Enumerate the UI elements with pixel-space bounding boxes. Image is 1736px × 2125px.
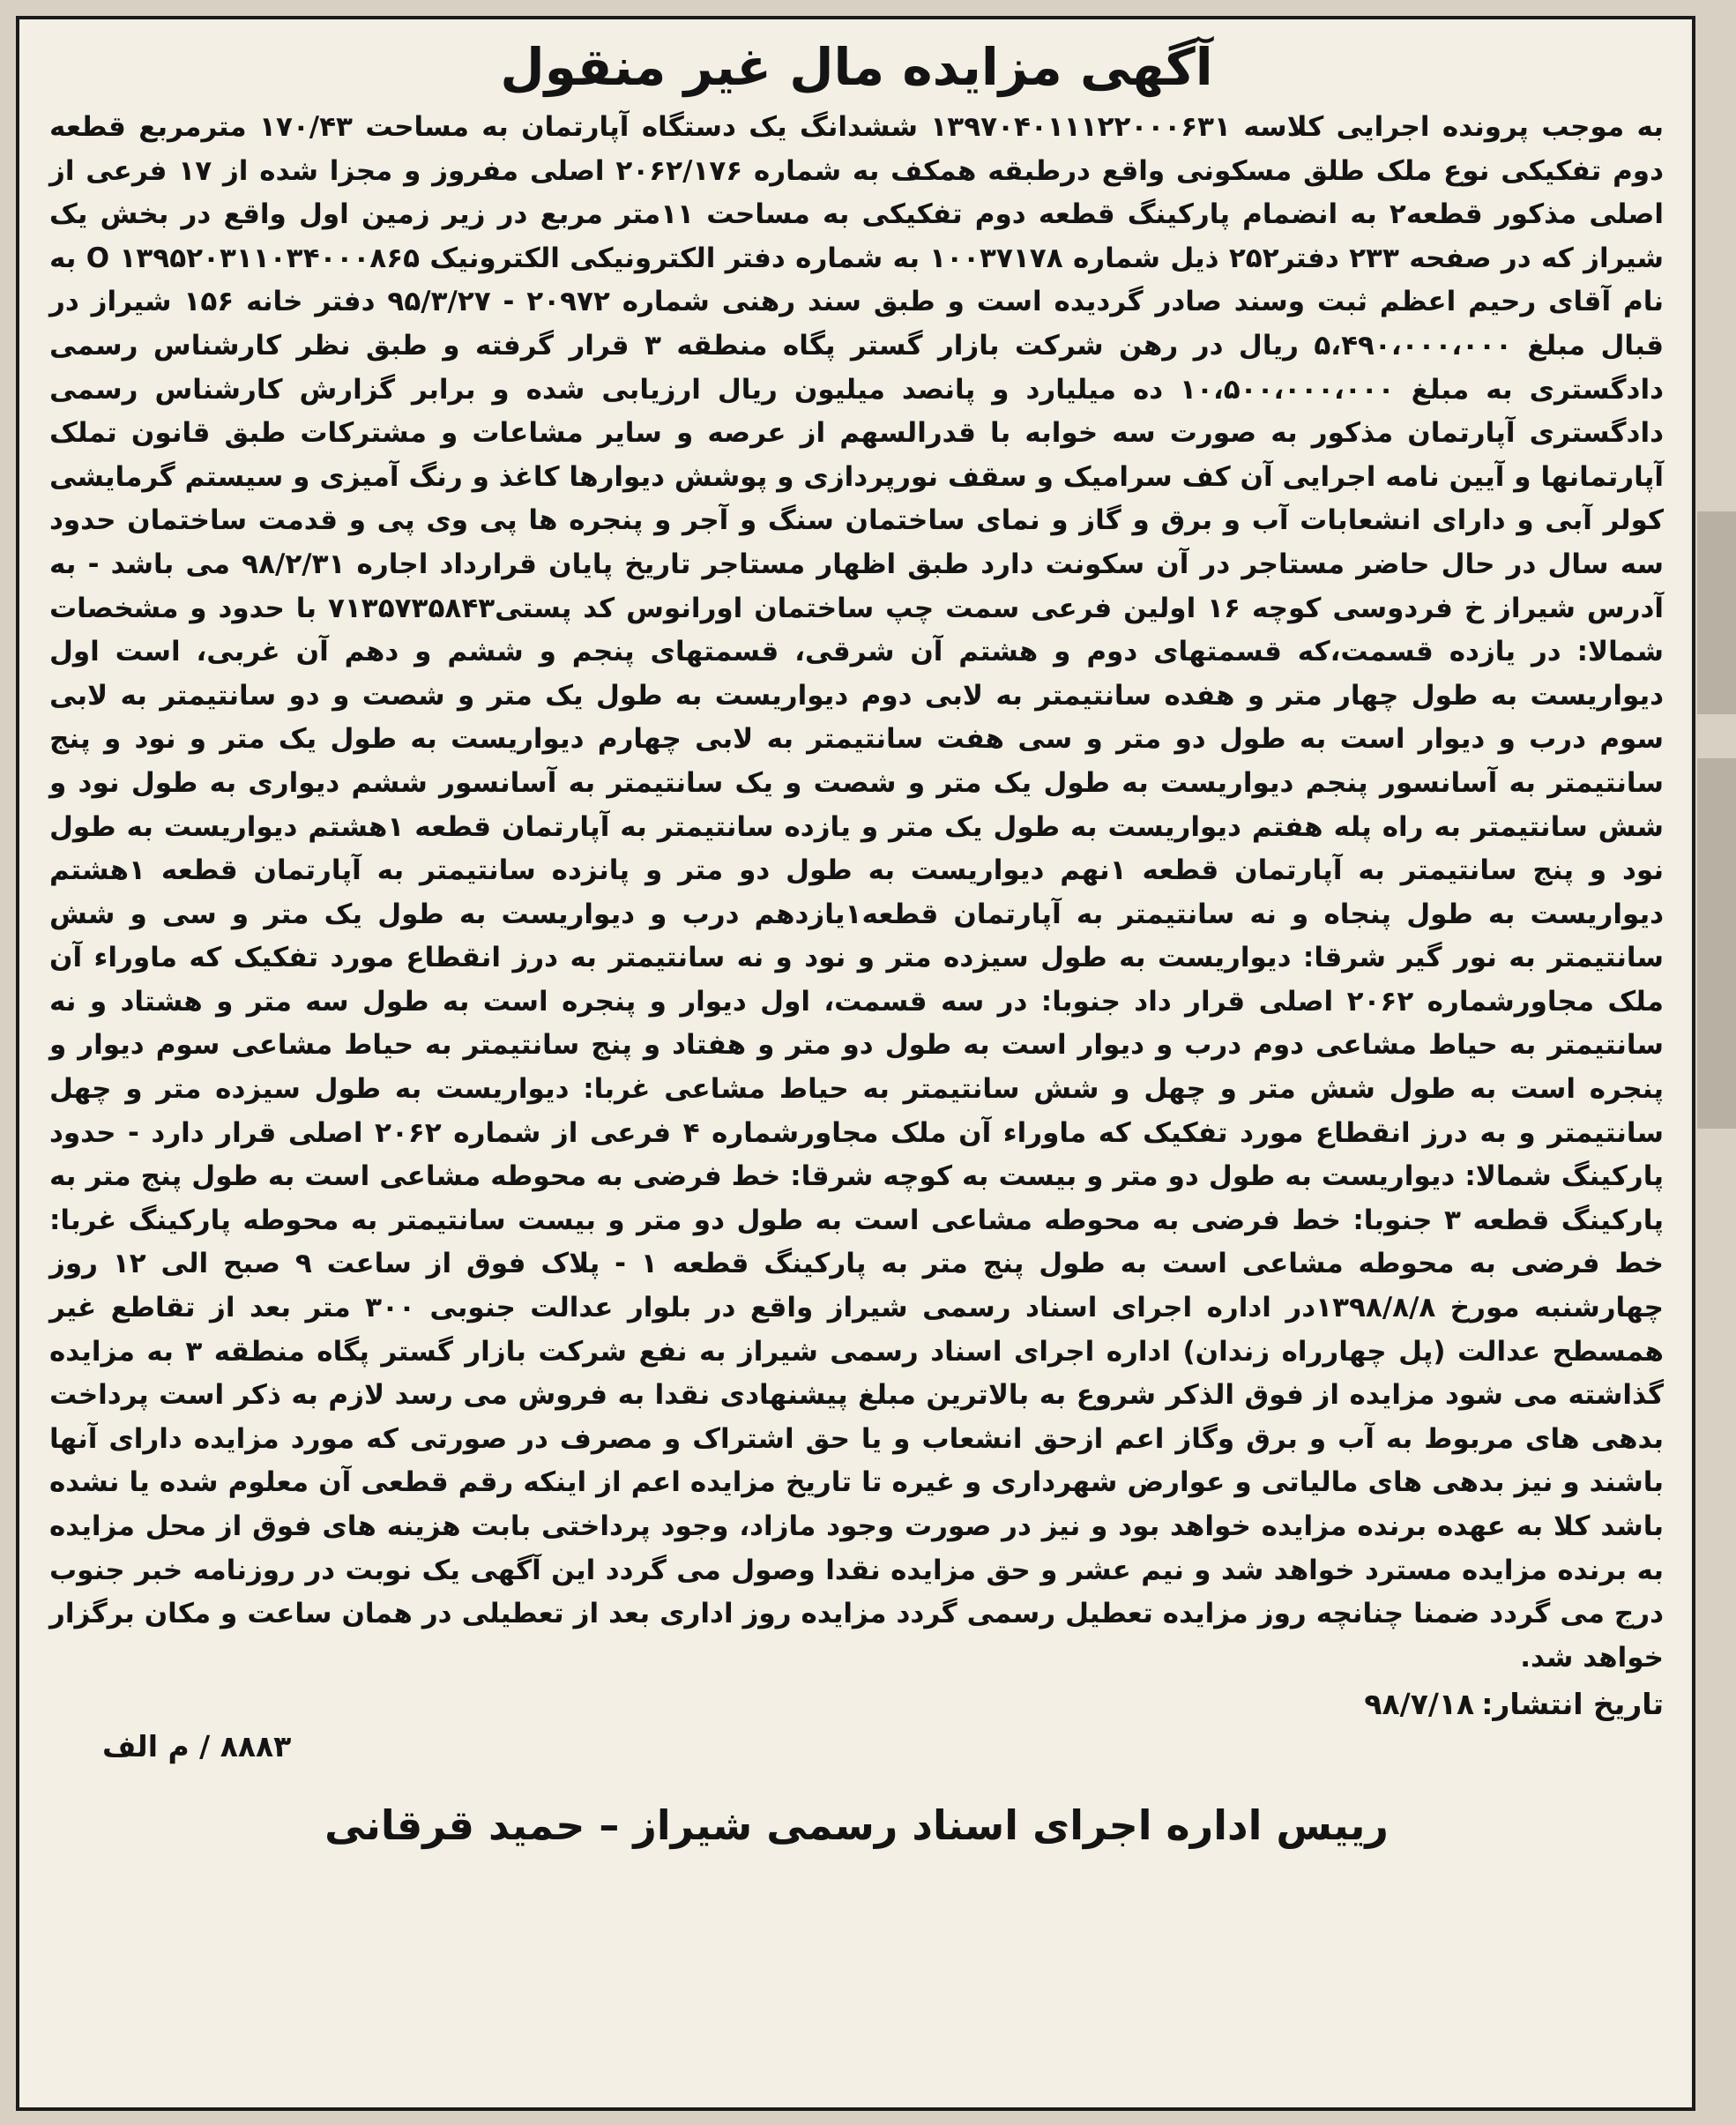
auction-notice [16, 16, 1695, 2111]
notice-body: به موجب پرونده اجرایی کلاسه ۱۳۹۷۰۴۰۱۱۱۲۲۰۰۰۶۳۱ ششدانگ یک دستگاه آپارتمان به مساحت ۱۷۰/۴۳ مترمربع قطعه دوم تفکیکی نوع ملک طلق مسکونی واقع درطبقه همکف به شماره ۲۰۶۲/۱۷۶ اصلی مفروز و مجزا شده از ۱۷ فرعی از اصلی مذکور قطعه۲ به انضمام پارکینگ قطعه دوم تفکیکی به مساحت ۱۱متر مربع در زیر زمین اول واقع در بخش یک شیراز که در صفحه ۲۳۳ دفتر۲۵۲ ذیل شماره ۱۰۰۳۷۱۷۸ به شماره دفتر الکترونیکی الکترونیک ۱۳۹۵۲۰۳۱۱۰۳۴۰۰۰۸۶۵ O به نام آقای رحیم اعظم ثبت وسند صادر گردیده است و طبق سند رهنی شماره ۲۰۹۷۲ - ۹۵/۳/۲۷ دفتر خانه ۱۵۶ شیراز در قبال مبلغ ۵،۴۹۰،۰۰۰،۰۰۰ ریال در رهن شرکت بازار گستر پگاه منطقه ۳ قرار گرفته و طبق نظر کارشناس رسمی دادگستری به مبلغ ۱۰،۵۰۰،۰۰۰،۰۰۰ ده میلیارد و پانصد میلیون ریال ارزیابی شده و برابر گزارش کارشناس رسمی دادگستری آپارتمان مذکور به صورت سه خوابه با قدرالسهم از عرصه و سایر مشاعات و مشترکات طبق قانون تملک آپارتمانها و آیین نامه اجرایی آن کف سرامیک و سقف نورپردازی و پوشش دیوارها کاغذ و رنگ آمیزی و سیستم گرمایشی کولر آبی و دارای انشعابات آب و برق و گاز و نمای ساختمان سنگ و آجر و پنجره ها پی وی پی و قدمت ساختمان حدود سه سال در حال حاضر مستاجر در آن سکونت دارد طبق اظهار مستاجر تاریخ پایان قرارداد اجاره ۹۸/۲/۳۱ می باشد - به آدرس شیراز خ فردوسی کوچه ۱۶ اولین فرعی سمت چپ ساختمان اورانوس کد پستی۷۱۳۵۷۳۵۸۴۳ با حدود و مشخصات شمالا: در یازده قسمت،که قسمتهای دوم و هشتم آن شرقی، قسمتهای پنجم و ششم و دهم آن غربی، است اول دیواریست به طول چهار متر و هفده سانتیمتر به لابی دوم دیواریست به طول یک متر و شصت و دو سانتیمتر به لابی سوم درب و دیوار است به طول دو متر و سی هفت سانتیمتر به لابی چهارم دیواریست به طول یک متر و نود و پنج سانتیمتر به آسانسور پنجم دیواریست به طول یک متر و شصت و یک سانتیمتر به آسانسور ششم دیواری به طول نود و شش سانتیمتر به راه پله هفتم دیواریست به طول یک متر و یازده سانتیمتر به آپارتمان قطعه ۱هشتم دیواریست به طول نود و پنج سانتیمتر به آپارتمان قطعه ۱نهم دیواریست به طول دو متر و پانزده سانتیمتر به آپارتمان قطعه ۱هشتم دیواریست به طول پنجاه و نه سانتیمتر به آپارتمان قطعه۱یازدهم درب و دیواریست به طول یک متر و سی و شش سانتیمتر به نور گیر شرقا: دیواریست به طول سیزده متر و نود و نه سانتیمتر به درز انقطاع مورد تفکیک که ماوراء آن ملک مجاورشماره ۲۰۶۲ اصلی قرار داد جنوبا: در سه قسمت، اول دیوار و پنجره است به طول سه متر و هشتاد و نه سانتیمتر به حیاط مشاعی دوم درب و دیوار است به طول دو متر و هفتاد و پنج سانتیمتر به حیاط مشاعی سوم دیوار و پنجره است به طول شش متر و چهل و شش سانتیمتر به حیاط مشاعی غربا: دیواریست به طول سیزده متر و چهل سانتیمتر و به درز انقطاع مورد تفکیک که ماوراء آن ملک مجاورشماره ۴ فرعی از شماره ۲۰۶۲ اصلی قرار دارد - حدود پارکینگ شمالا: دیواریست به طول دو متر و بیست به کوچه شرقا: خط فرضی به محوطه مشاعی است به طول پنج متر به پارکینگ قطعه ۳ جنوبا: خط فرضی به محوطه مشاعی است به طول دو متر و بیست سانتیمتر به محوطه پارکینگ غربا: خط فرضی به محوطه مشاعی است به طول پنج متر به پارکینگ قطعه ۱ - پلاک فوق از ساعت ۹ صبح الی ۱۲ روز چهارشنبه مورخ ۱۳۹۸/۸/۸در اداره اجرای اسناد رسمی شیراز واقع در بلوار عدالت جنوبی ۳۰۰ متر بعد از تقاطع غیر همسطح عدالت (پل چهارراه زندان) اداره اجرای اسناد رسمی شیراز به نفع شرکت بازار گستر پگاه منطقه ۳ به مزایده گذاشته می شود مزایده از فوق الذکر شروع به بالاترین مبلغ پیشنهادی نقدا به فروش می رسد لازم به ذکر است پرداخت بدهی های مربوط به آب و برق وگاز اعم ازحق انشعاب و یا حق اشتراک و مصرف در صورتی که مورد مزایده دارای آنها باشند و نیز بدهی های مالیاتی و عوارض شهرداری و غیره تا تاریخ مزایده اعم از اینکه رقم قطعی آن معلوم شده یا نشده باشد کلا به عهده برنده مزایده خواهد بود و نیز در صورت وجود مازاد، وجود پرداختی بابت هزینه های فوق از محل مزایده به برنده مزایده مسترد خواهد شد و نیم عشر و حق مزایده نقدا وصول می گردد این آگهی یک نوبت در روزنامه خبر جنوب درج می گردد ضمنا چنانچه روز مزایده تعطیل رسمی گردد مزایده روز اداری بعد از تعطیلی در همان ساعت و مکان برگزار خواهد شد. [49, 111, 1665, 1674]
publication-line [49, 1683, 1664, 1726]
signature-line: رییس اداره اجرای اسناد رسمی شیراز – حمید قرقانی [324, 1801, 1389, 1850]
adjacent-clipping-edge [1697, 511, 1736, 714]
reference-number: ۸۸۸۳ / م الف [102, 1729, 292, 1764]
publication-info [1364, 1683, 1664, 1726]
publication-date: ۹۸/۷/۱۸ [1364, 1687, 1475, 1722]
notice-title: آگهی مزایده مال غیر منقول [500, 37, 1213, 97]
adjacent-clipping-edge [1697, 758, 1736, 1129]
publication-label: تاریخ انتشار: [1481, 1687, 1664, 1722]
